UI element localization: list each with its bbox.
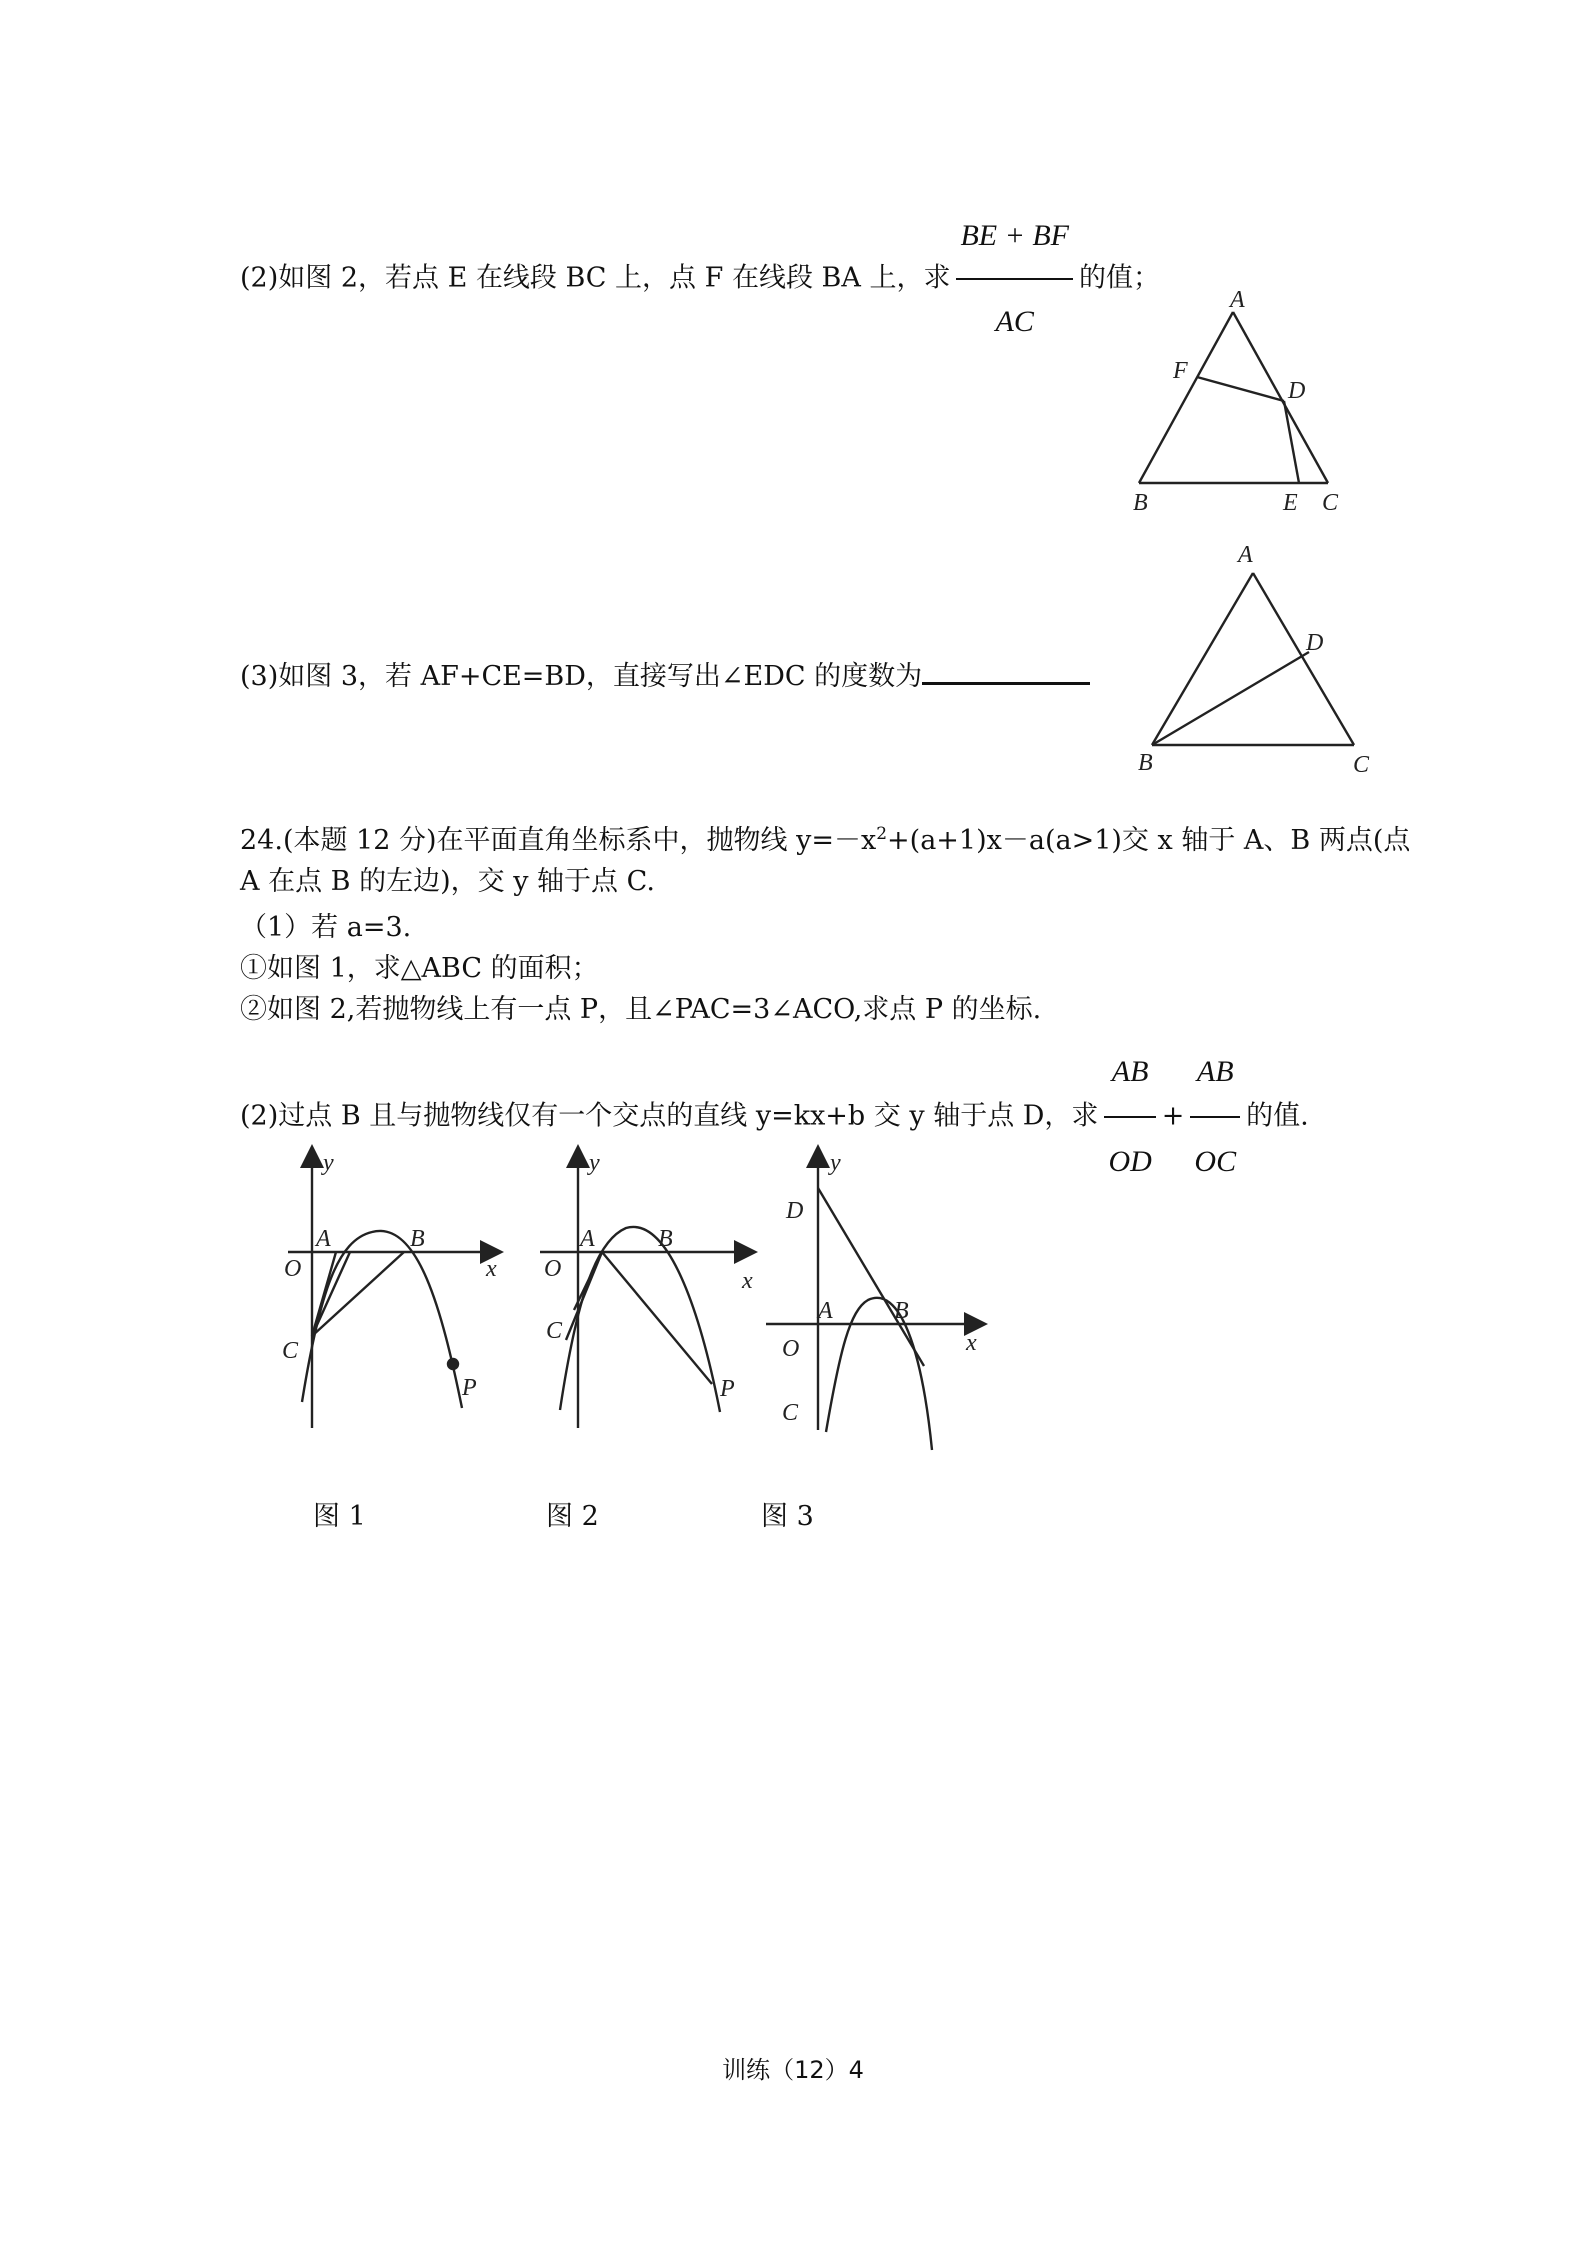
caption-figure-1: 图 1 [313,1501,366,1532]
segment-ca [312,1252,336,1336]
label-b: B [658,1226,673,1252]
caption-figure-2: 图 2 [546,1501,599,1532]
label-o: O [284,1256,302,1282]
fraction-numerator: AB [1104,1030,1155,1118]
graph-2 [540,1156,746,1428]
fig3-side-ac [1253,573,1354,745]
segment-cp [312,1252,350,1336]
fig3-label-b: B [1138,750,1153,776]
label-p: P [720,1376,735,1402]
exponent: 2 [876,824,888,844]
label-x: x [742,1268,753,1294]
side-ab [1139,312,1233,483]
q23-figure-2 [0,280,1586,840]
fig3-label-c: C [1353,752,1370,778]
answer-blank [922,656,1090,685]
label-c: C [782,1400,799,1426]
label-p: P [462,1375,477,1401]
label-y: y [589,1150,600,1176]
q23-part3-line [240,656,1090,694]
label-a: A [818,1298,833,1324]
q24-line-5: ②如图 2,若抛物线上有一点 P，且∠PAC=3∠ACO,求点 P 的坐标. [240,994,1042,1025]
q24-part2-suffix: 的值. [1246,1100,1309,1132]
parabola-curve [826,1298,932,1450]
fig3-label-a: A [1238,542,1253,568]
q24-part2-text: (2)过点 B 且与抛物线仅有一个交点的直线 y=kx+b 交 y 轴于点 D，求 [240,1100,1099,1132]
fraction-numerator: BE + BF [956,196,1073,280]
parabola-figures [0,1140,1586,1470]
fig3-segment-bd [1152,652,1309,745]
fraction-denominator: AC [995,305,1034,338]
parabola-curve [560,1227,720,1412]
q24-line-2: A 在点 B 的左边)，交 y 轴于点 C. [240,866,655,897]
plus-sign: + [1161,1100,1185,1132]
q24-line-4: ①如图 1，求△ABC 的面积； [240,953,599,984]
label-y: y [830,1150,841,1176]
label-d: D [1288,378,1306,404]
fig3-label-d: D [1306,630,1324,656]
label-a: A [316,1226,331,1252]
label-x: x [966,1330,977,1356]
parabola-curve [302,1231,462,1408]
label-c: C [282,1338,299,1364]
label-y: y [323,1150,334,1176]
label-d: D [786,1198,804,1224]
q23-part2-suffix: 的值； [1079,262,1160,294]
label-b: B [410,1226,425,1252]
q24-line-1 [240,824,1410,858]
fraction-numerator: AB [1190,1030,1240,1118]
caption-figure-3: 图 3 [761,1501,814,1532]
label-o: O [544,1256,562,1282]
page-footer: 训练（12）4 [722,2056,864,2084]
label-e: E [1283,490,1298,516]
label-b: B [1133,490,1148,516]
label-b: B [894,1298,909,1324]
segment-de [1284,401,1299,483]
fraction-denominator: OC [1194,1145,1237,1178]
label-a: A [580,1226,595,1252]
label-x: x [486,1256,497,1282]
q24-text-b: +(a+1)x－a(a>1)交 x 轴于 A、B 两点(点 [887,825,1411,856]
q24-line-3: （1）若 a=3. [240,912,412,943]
line-db [818,1188,924,1366]
label-c: C [1322,490,1339,516]
side-ac [1233,312,1328,483]
q24-text-a: 24.(本题 12 分)在平面直角坐标系中，抛物线 y=－x [240,825,877,856]
point-p [448,1359,458,1369]
label-c: C [546,1318,563,1344]
label-o: O [782,1336,800,1362]
q23-part2-text: (2)如图 2，若点 E 在线段 BC 上，点 F 在线段 BA 上，求 [240,262,951,294]
fig3-side-ab [1152,573,1253,745]
q23-part3-text: (3)如图 3，若 AF+CE=BD，直接写出∠EDC 的度数为 [240,661,923,692]
fraction-denominator: OD [1108,1145,1152,1178]
label-f: F [1173,358,1188,384]
label-a: A [1230,287,1245,313]
